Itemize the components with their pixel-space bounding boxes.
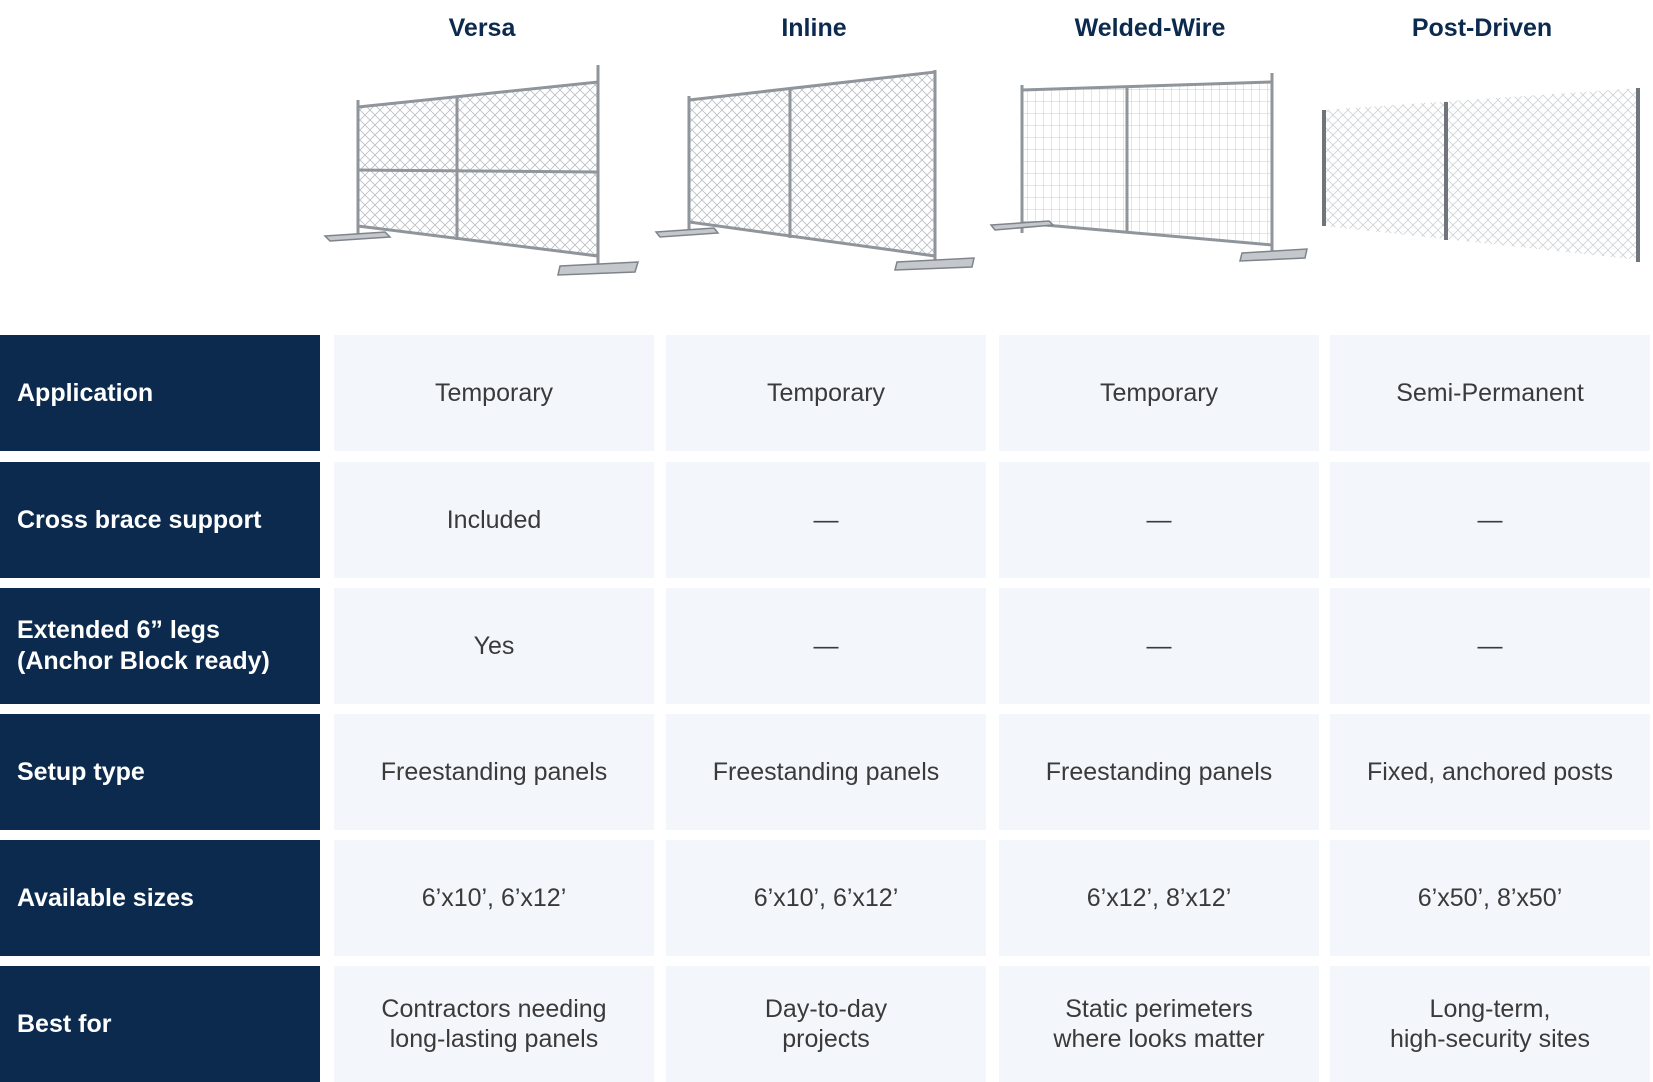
cell-inline-best-for: Day-to-day projects	[666, 966, 986, 1082]
cell-welded-wire-best-for: Static perimeters where looks matter	[999, 966, 1319, 1082]
cell-inline-cross-brace: —	[666, 462, 986, 578]
cell-welded-wire-setup-type: Freestanding panels	[999, 714, 1319, 830]
versa-fence-panel-icon	[320, 60, 650, 290]
cell-post-driven-extended-legs: —	[1330, 588, 1650, 704]
cell-post-driven-setup-type: Fixed, anchored posts	[1330, 714, 1650, 830]
cell-inline-extended-legs: —	[666, 588, 986, 704]
cell-inline-application: Temporary	[666, 335, 986, 451]
row-label-available-sizes: Available sizes	[0, 840, 320, 956]
cell-versa-cross-brace: Included	[334, 462, 654, 578]
column-title-welded-wire: Welded-Wire	[1074, 14, 1226, 42]
cell-versa-available-sizes: 6’x10’, 6’x12’	[334, 840, 654, 956]
cell-welded-wire-application: Temporary	[999, 335, 1319, 451]
row-label-extended-legs: Extended 6” legs (Anchor Block ready)	[0, 588, 320, 704]
row-label-cross-brace-support: Cross brace support	[0, 462, 320, 578]
cell-post-driven-cross-brace: —	[1330, 462, 1650, 578]
column-title-inline: Inline	[781, 14, 847, 42]
row-label-setup-type: Setup type	[0, 714, 320, 830]
cell-versa-extended-legs: Yes	[334, 588, 654, 704]
row-label-application: Application	[0, 335, 320, 451]
cell-welded-wire-cross-brace: —	[999, 462, 1319, 578]
cell-welded-wire-extended-legs: —	[999, 588, 1319, 704]
post-driven-fence-icon	[1318, 80, 1648, 280]
cell-post-driven-available-sizes: 6’x50’, 8’x50’	[1330, 840, 1650, 956]
row-label-best-for: Best for	[0, 966, 320, 1082]
cell-post-driven-application: Semi-Permanent	[1330, 335, 1650, 451]
cell-versa-best-for: Contractors needing long-lasting panels	[334, 966, 654, 1082]
cell-post-driven-best-for: Long-term, high-security sites	[1330, 966, 1650, 1082]
welded-wire-fence-panel-icon	[987, 65, 1317, 280]
cell-inline-setup-type: Freestanding panels	[666, 714, 986, 830]
column-title-versa: Versa	[448, 14, 516, 42]
cell-welded-wire-available-sizes: 6’x12’, 8’x12’	[999, 840, 1319, 956]
cell-inline-available-sizes: 6’x10’, 6’x12’	[666, 840, 986, 956]
cell-versa-setup-type: Freestanding panels	[334, 714, 654, 830]
inline-fence-panel-icon	[652, 60, 982, 290]
column-title-post-driven: Post-Driven	[1411, 14, 1553, 42]
cell-versa-application: Temporary	[334, 335, 654, 451]
